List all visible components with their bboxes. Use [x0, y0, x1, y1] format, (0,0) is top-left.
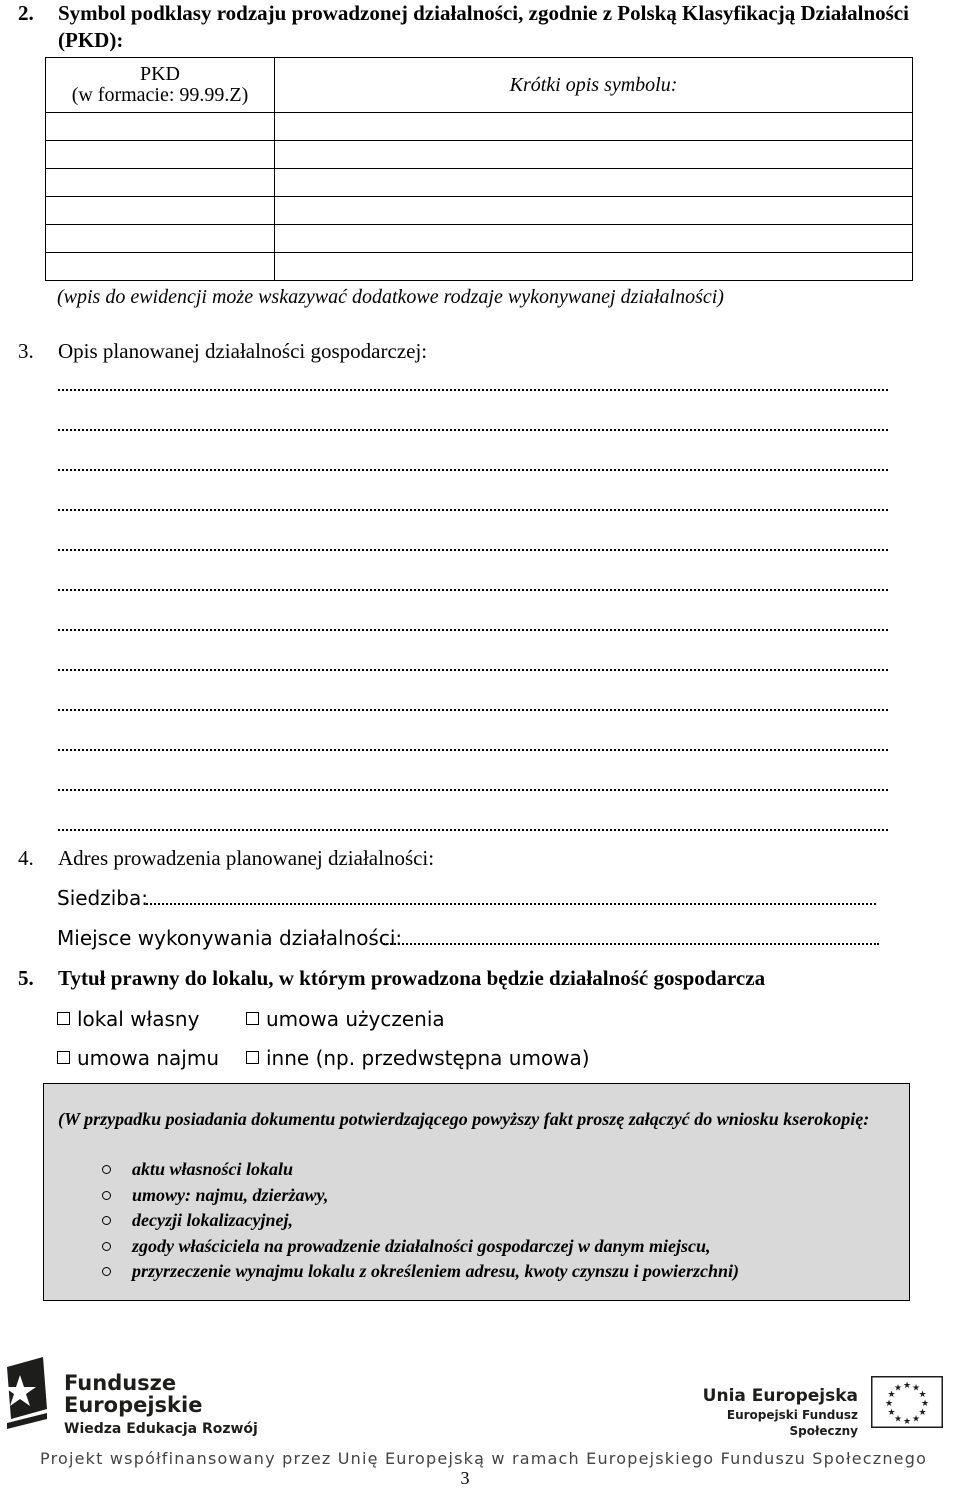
pkd-description-cell[interactable]: [275, 141, 913, 169]
svg-text:★: ★: [911, 1383, 921, 1394]
pkd-column-header: [46, 58, 275, 113]
ue-logo-fund: Europejski Fundusz Społeczny: [726, 1408, 858, 1438]
pkd-code-cell[interactable]: [46, 169, 275, 197]
bullet-circle-icon: [102, 1216, 111, 1225]
svg-text:★: ★: [902, 1417, 912, 1427]
pkd-header-format: (w formacie: 99.99.Z): [71, 84, 249, 106]
description-dotted-line[interactable]: [58, 415, 888, 431]
fe-star-logo-icon: [3, 1357, 63, 1442]
bullet-circle-icon: [102, 1165, 111, 1174]
table-row: [46, 169, 913, 197]
pkd-code-cell[interactable]: [46, 197, 275, 225]
checkbox-icon[interactable]: [57, 1012, 70, 1025]
section-4-number: 4.: [18, 846, 34, 870]
svg-text:★: ★: [884, 1399, 894, 1409]
section-4-title: Adres prowadzenia planowanej działalności:: [58, 846, 435, 870]
page-number: 3: [460, 1468, 470, 1488]
option-label: lokal własny: [77, 1007, 200, 1031]
pkd-code-cell[interactable]: [46, 225, 275, 253]
cofinancing-footer-text: Projekt współfinansowany przez Unię Europejską w ramach Europejskiego Funduszu Społecznego: [40, 1449, 928, 1468]
svg-text:★: ★: [902, 1381, 912, 1391]
svg-text:★: ★: [893, 1414, 903, 1425]
svg-text:★: ★: [893, 1383, 903, 1394]
section-3-title: Opis planowanej działalności gospodarczej:: [58, 339, 428, 363]
description-dotted-line[interactable]: [58, 695, 888, 711]
info-intro: (W przypadku posiadania dokumentu potwierdzającego powyższy fakt proszę załączyć do wniosku kserokopię:: [58, 1109, 870, 1129]
description-dotted-line[interactable]: [58, 775, 888, 791]
pkd-description-cell[interactable]: [275, 113, 913, 141]
table-row: [46, 113, 913, 141]
list-item-text: zgody właściciela na prowadzenie działalności gospodarczej w danym miejscu,: [132, 1235, 711, 1256]
siedziba-dotted-field[interactable]: [146, 897, 876, 905]
section-3-number: 3.: [18, 339, 34, 363]
checkbox-icon[interactable]: [246, 1012, 259, 1025]
section-2-number: 2.: [18, 1, 34, 25]
list-item-text: aktu własności lokalu: [132, 1159, 294, 1179]
option-umowa-uzyczenia[interactable]: [246, 1007, 445, 1031]
list-item-text: umowy: najmu, dzierżawy,: [132, 1184, 329, 1205]
svg-text:★: ★: [920, 1399, 930, 1409]
list-item: [102, 1157, 739, 1183]
list-item: [102, 1208, 739, 1234]
pkd-description-cell[interactable]: [275, 253, 913, 281]
pkd-code-cell[interactable]: [46, 113, 275, 141]
bullet-circle-icon: [102, 1191, 111, 1200]
option-label: umowa użyczenia: [266, 1007, 445, 1031]
pkd-code-cell[interactable]: [46, 141, 275, 169]
description-dotted-line[interactable]: [58, 815, 888, 831]
table-row: [46, 141, 913, 169]
list-item: [102, 1259, 739, 1285]
pkd-note: (wpis do ewidencji może wskazywać dodatkowe rodzaje wykonywanej działalności): [57, 286, 724, 308]
miejsce-label: Miejsce wykonywania działalności:: [57, 926, 403, 950]
pkd-header-label: PKD: [139, 63, 180, 85]
description-dotted-line[interactable]: [58, 575, 888, 591]
eu-stars-flag-icon: [871, 1376, 943, 1433]
option-label: umowa najmu: [77, 1046, 220, 1070]
ue-logo-text: [686, 1385, 858, 1439]
svg-text:★: ★: [887, 1408, 896, 1418]
miejsce-dotted-field[interactable]: [383, 937, 879, 945]
table-row: [46, 197, 913, 225]
attachment-info-box: [43, 1083, 910, 1301]
description-column-header: Krótki opis symbolu:: [275, 58, 913, 113]
description-dotted-line[interactable]: [58, 655, 888, 671]
svg-text:★: ★: [918, 1390, 927, 1400]
description-dotted-line[interactable]: [58, 455, 888, 471]
pkd-description-cell[interactable]: [275, 197, 913, 225]
option-umowa-najmu[interactable]: [57, 1046, 219, 1070]
fe-logo-tagline: Wiedza Edukacja Rozwój: [64, 1421, 258, 1437]
pkd-description-cell[interactable]: [275, 169, 913, 197]
list-item: [102, 1234, 739, 1260]
option-lokal-wlasny[interactable]: [57, 1007, 199, 1031]
section-2-title: Symbol podklasy rodzaju prowadzonej działalności, zgodnie z Polską Klasyfikacją Działalności (PKD):: [58, 1, 909, 52]
section-5-number: 5.: [18, 966, 34, 990]
pkd-table: [45, 57, 913, 281]
description-dotted-line[interactable]: [58, 735, 888, 751]
svg-text:★: ★: [911, 1414, 921, 1425]
attachment-list: [102, 1157, 739, 1285]
fe-logo-line1: Fundusze: [64, 1371, 177, 1395]
description-dotted-line[interactable]: [58, 495, 888, 511]
svg-text:★: ★: [918, 1408, 927, 1418]
checkbox-icon[interactable]: [57, 1051, 70, 1064]
list-item-text: decyzji lokalizacyjnej,: [132, 1210, 293, 1230]
fe-logo-line2: Europejskie: [64, 1393, 203, 1417]
fe-logo-text: [64, 1372, 258, 1440]
pkd-description-cell[interactable]: [275, 225, 913, 253]
table-row: [46, 253, 913, 281]
bullet-circle-icon: [102, 1242, 111, 1251]
table-row: [46, 225, 913, 253]
siedziba-label: Siedziba:: [57, 886, 148, 910]
option-inne[interactable]: [246, 1046, 590, 1070]
bullet-circle-icon: [102, 1267, 111, 1276]
list-item-text: przyrzeczenie wynajmu lokalu z określeniem adresu, kwoty czynszu i powierzchni): [132, 1261, 740, 1281]
option-label: inne (np. przedwstępna umowa): [266, 1046, 590, 1070]
description-dotted-line[interactable]: [58, 615, 888, 631]
checkbox-icon[interactable]: [246, 1051, 259, 1064]
description-dotted-line[interactable]: [58, 375, 888, 391]
pkd-code-cell[interactable]: [46, 253, 275, 281]
description-dotted-line[interactable]: [58, 535, 888, 551]
list-item: [102, 1183, 739, 1209]
svg-text:★: ★: [887, 1390, 896, 1400]
ue-logo-name: Unia Europejska: [702, 1386, 858, 1406]
section-5-title: Tytuł prawny do lokalu, w którym prowadzona będzie działalność gospodarcza: [58, 966, 766, 990]
